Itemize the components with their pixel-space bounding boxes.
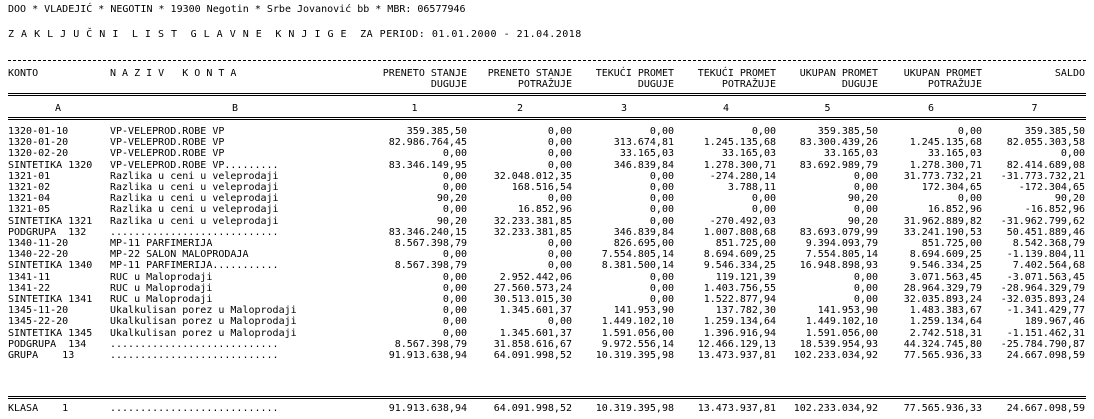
cell-tekuci-potrazuje: 119.121,39 [715, 272, 776, 283]
cell-konto: 1340-11-20 [8, 238, 69, 249]
cell-saldo: -172.304,65 [1018, 182, 1085, 193]
cell-ukupan-potrazuje: 77.565.936,33 [903, 403, 982, 414]
col-header-4a: TEKUĆI PROMET [697, 68, 776, 79]
col-header-konto: KONTO [8, 68, 39, 79]
cell-ukupan-potrazuje: 1.245.135,68 [909, 137, 982, 148]
table-row [0, 227, 1094, 238]
cell-saldo: 90,20 [1054, 193, 1085, 204]
cell-saldo: -16.852,96 [1024, 204, 1085, 215]
cell-tekuci-duguje: 9.972.556,14 [601, 339, 674, 350]
cell-tekuci-duguje: 346.839,84 [613, 227, 674, 238]
cell-tekuci-duguje: 8.381.500,14 [601, 260, 674, 271]
table-row [0, 182, 1094, 193]
cell-preneto-duguje: 359.385,50 [406, 126, 467, 137]
cell-tekuci-potrazuje: 1.522.877,94 [703, 294, 776, 305]
cell-preneto-duguje: 83.346.240,15 [388, 227, 467, 238]
cell-preneto-potrazuje: 64.091.998,52 [493, 350, 572, 361]
cell-preneto-duguje: 91.913.638,94 [388, 350, 467, 361]
cell-tekuci-potrazuje: -270.492,03 [709, 216, 776, 227]
cell-tekuci-potrazuje: 1.259.134,64 [703, 316, 776, 327]
table-row [0, 193, 1094, 204]
cell-ukupan-duguje: 0,00 [853, 283, 878, 294]
cell-saldo: 24.667.098,59 [1006, 403, 1085, 414]
table-row [0, 249, 1094, 260]
cell-saldo: 82.414.689,08 [1006, 160, 1085, 171]
cell-preneto-potrazuje: 0,00 [547, 137, 572, 148]
cell-preneto-duguje: 0,00 [442, 305, 467, 316]
table-row [0, 272, 1094, 283]
table-row [0, 260, 1094, 271]
cell-preneto-duguje: 8.567.398,79 [394, 238, 467, 249]
col-index-a: A [54, 103, 62, 114]
cell-preneto-potrazuje: 0,00 [547, 260, 572, 271]
cell-preneto-duguje: 0,00 [442, 328, 467, 339]
cell-konto: 1345-22-20 [8, 316, 69, 327]
report-period: ZA PERIOD: 01.01.2000 - 21.04.2018 [360, 29, 582, 40]
cell-tekuci-duguje: 0,00 [649, 193, 674, 204]
cell-saldo: 359.385,50 [1024, 126, 1085, 137]
cell-preneto-potrazuje: 0,00 [547, 193, 572, 204]
cell-ukupan-duguje: 83.693.079,99 [799, 227, 878, 238]
table-row [0, 283, 1094, 294]
cell-tekuci-duguje: 346.839,84 [613, 160, 674, 171]
rule-top [8, 60, 1086, 61]
cell-saldo: -28.964.329,79 [1000, 283, 1085, 294]
cell-preneto-duguje: 0,00 [442, 182, 467, 193]
cell-ukupan-duguje: 83.692.989,79 [799, 160, 878, 171]
col-index-5: 5 [824, 103, 831, 114]
cell-ukupan-potrazuje: 32.035.893,24 [903, 294, 982, 305]
cell-ukupan-potrazuje: 2.742.518,31 [909, 328, 982, 339]
cell-preneto-duguje: 0,00 [442, 171, 467, 182]
cell-ukupan-potrazuje: 8.694.609,25 [909, 249, 982, 260]
col-index-4: 4 [722, 103, 730, 114]
cell-tekuci-duguje: 0,00 [649, 272, 674, 283]
rule-double-footer [8, 396, 1086, 399]
cell-saldo: 189.967,46 [1024, 316, 1085, 327]
cell-saldo: -25.784.790,87 [1000, 339, 1085, 350]
cell-naziv: ............................ [110, 339, 279, 350]
cell-naziv: VP-VELEPROD.ROBE VP......... [110, 160, 279, 171]
cell-ukupan-duguje: 0,00 [853, 294, 878, 305]
cell-tekuci-duguje: 0,00 [649, 294, 674, 305]
cell-tekuci-duguje: 33.165,03 [619, 148, 674, 159]
cell-saldo: 7.402.564,68 [1012, 260, 1085, 271]
cell-tekuci-duguje: 1.591.056,00 [601, 328, 674, 339]
cell-konto: GRUPA 13 [8, 350, 75, 361]
cell-saldo: -1.139.804,11 [1006, 249, 1085, 260]
cell-preneto-duguje: 0,00 [442, 283, 467, 294]
cell-naziv: VP-VELEPROD.ROBE VP [110, 137, 225, 148]
cell-konto: 1321-04 [8, 193, 51, 204]
col-index-b: B [231, 103, 239, 114]
cell-ukupan-duguje: 102.233.034,92 [793, 403, 878, 414]
cell-preneto-potrazuje: 32.048.012,35 [493, 171, 572, 182]
cell-ukupan-potrazuje: 1.278.300,71 [909, 160, 982, 171]
cell-tekuci-potrazuje: 12.466.129,13 [697, 339, 776, 350]
table-row [0, 171, 1094, 182]
col-header-1a: PRENETO STANJE [382, 68, 467, 79]
cell-tekuci-duguje: 0,00 [649, 204, 674, 215]
cell-ukupan-duguje: 0,00 [853, 272, 878, 283]
cell-konto: 1341-11 [8, 272, 51, 283]
col-header-7: SALDO [1054, 68, 1085, 79]
cell-preneto-duguje: 0,00 [442, 316, 467, 327]
cell-ukupan-duguje: 83.300.439,26 [799, 137, 878, 148]
cell-ukupan-duguje: 0,00 [853, 182, 878, 193]
cell-preneto-duguje: 82.986.764,45 [388, 137, 467, 148]
table-row [0, 328, 1094, 339]
cell-saldo: 8.542.368,79 [1012, 238, 1085, 249]
cell-naziv: MP-11 PARFIMERIJA [110, 238, 213, 249]
col-index-6: 6 [927, 103, 935, 114]
col-header-3b: DUGUJE [637, 79, 674, 90]
cell-naziv: VP-VELEPROD.ROBE VP [110, 126, 225, 137]
table-row [0, 350, 1094, 361]
cell-tekuci-duguje: 0,00 [649, 216, 674, 227]
cell-ukupan-potrazuje: 31.773.732,21 [903, 171, 982, 182]
cell-preneto-potrazuje: 30.513.015,30 [493, 294, 572, 305]
cell-konto: 1320-01-10 [8, 126, 69, 137]
cell-preneto-potrazuje: 2.952.442,06 [499, 272, 572, 283]
cell-preneto-potrazuje: 0,00 [547, 249, 572, 260]
cell-tekuci-potrazuje: 13.473.937,81 [697, 350, 776, 361]
col-header-4b: POTRAŽUJE [721, 79, 776, 90]
cell-preneto-potrazuje: 168.516,54 [511, 182, 572, 193]
cell-naziv: RUC u Maloprodaji [110, 272, 213, 283]
cell-konto: 1321-05 [8, 204, 51, 215]
col-header-6a: UKUPAN PROMET [903, 68, 982, 79]
cell-tekuci-potrazuje: 13.473.937,81 [697, 403, 776, 414]
cell-saldo: 50.451.889,46 [1006, 227, 1085, 238]
cell-ukupan-potrazuje: 16.852,96 [927, 204, 982, 215]
cell-preneto-potrazuje: 0,00 [547, 160, 572, 171]
cell-tekuci-potrazuje: -274.280,14 [709, 171, 776, 182]
cell-saldo: -31.773.732,21 [1000, 171, 1085, 182]
cell-konto: 1321-01 [8, 171, 51, 182]
cell-preneto-potrazuje: 64.091.998,52 [493, 403, 572, 414]
cell-ukupan-potrazuje: 3.071.563,45 [909, 272, 982, 283]
cell-ukupan-duguje: 1.449.102,10 [805, 316, 878, 327]
cell-ukupan-duguje: 141.953,90 [817, 305, 878, 316]
table-row [0, 137, 1094, 148]
cell-preneto-duguje: 91.913.638,94 [388, 403, 467, 414]
cell-naziv: Ukalkulisan porez u Maloprodaji [110, 316, 297, 327]
cell-saldo: -1.151.462,31 [1006, 328, 1085, 339]
cell-tekuci-duguje: 141.953,90 [613, 305, 674, 316]
cell-tekuci-duguje: 0,00 [649, 182, 674, 193]
cell-saldo: -1.341.429,77 [1006, 305, 1085, 316]
cell-ukupan-potrazuje: 0,00 [957, 193, 982, 204]
cell-preneto-duguje: 8.567.398,79 [394, 339, 467, 350]
cell-naziv: RUC u Maloprodaji [110, 283, 213, 294]
company-line: DOO * VLADEJIĆ * NEGOTIN * 19300 Negotin * Srbe Jovanović bb * MBR: 06577946 [8, 4, 466, 15]
cell-ukupan-potrazuje: 33.241.190,53 [903, 227, 982, 238]
cell-ukupan-duguje: 16.948.898,93 [799, 260, 878, 271]
cell-tekuci-potrazuje: 851.725,00 [715, 238, 776, 249]
cell-preneto-duguje: 83.346.149,95 [388, 160, 467, 171]
cell-ukupan-potrazuje: 33.165,03 [927, 148, 982, 159]
cell-konto: SINTETIKA 1340 [8, 260, 93, 271]
table-row [0, 294, 1094, 305]
cell-konto: 1341-22 [8, 283, 51, 294]
cell-ukupan-potrazuje: 172.304,65 [921, 182, 982, 193]
cell-preneto-duguje: 0,00 [442, 272, 467, 283]
cell-preneto-potrazuje: 16.852,96 [517, 204, 572, 215]
cell-tekuci-potrazuje: 0,00 [751, 204, 776, 215]
report-title-line [8, 29, 582, 40]
col-header-2b: POTRAŽUJE [517, 79, 572, 90]
cell-ukupan-potrazuje: 1.483.383,67 [909, 305, 982, 316]
cell-saldo: -3.071.563,45 [1006, 272, 1085, 283]
cell-saldo: 24.667.098,59 [1006, 350, 1085, 361]
cell-preneto-potrazuje: 0,00 [547, 316, 572, 327]
cell-tekuci-potrazuje: 1.245.135,68 [703, 137, 776, 148]
cell-preneto-duguje: 0,00 [442, 294, 467, 305]
cell-konto: KLASA 1 [8, 403, 69, 414]
cell-konto: SINTETIKA 1320 [8, 160, 93, 171]
col-header-naziv: N A Z I V K O N T A [110, 68, 237, 79]
cell-tekuci-duguje: 10.319.395,98 [595, 403, 674, 414]
table-row [0, 160, 1094, 171]
col-header-3a: TEKUĆI PROMET [595, 68, 674, 79]
cell-ukupan-duguje: 0,00 [853, 171, 878, 182]
cell-preneto-duguje: 0,00 [442, 148, 467, 159]
cell-preneto-duguje: 90,20 [436, 193, 467, 204]
cell-ukupan-duguje: 359.385,50 [817, 126, 878, 137]
table-row [0, 216, 1094, 227]
cell-ukupan-duguje: 7.554.805,14 [805, 249, 878, 260]
table-row [0, 238, 1094, 249]
cell-preneto-potrazuje: 31.858.616,67 [493, 339, 572, 350]
cell-preneto-potrazuje: 32.233.381,85 [493, 227, 572, 238]
cell-preneto-potrazuje: 0,00 [547, 148, 572, 159]
cell-tekuci-duguje: 826.695,00 [613, 238, 674, 249]
cell-tekuci-potrazuje: 9.546.334,25 [703, 260, 776, 271]
cell-konto: PODGRUPA 132 [8, 227, 87, 238]
cell-ukupan-potrazuje: 28.964.329,79 [903, 283, 982, 294]
table-row [0, 204, 1094, 215]
cell-ukupan-potrazuje: 1.259.134,64 [909, 316, 982, 327]
cell-konto: 1321-02 [8, 182, 51, 193]
table-row [0, 316, 1094, 327]
cell-konto: SINTETIKA 1345 [8, 328, 93, 339]
cell-preneto-potrazuje: 1.345.601,37 [499, 305, 572, 316]
cell-naziv: Razlika u ceni u veleprodaji [110, 204, 279, 215]
cell-tekuci-potrazuje: 33.165,03 [721, 148, 776, 159]
cell-naziv: ............................ [110, 227, 279, 238]
cell-preneto-duguje: 8.567.398,79 [394, 260, 467, 271]
col-index-3: 3 [620, 103, 628, 114]
cell-naziv: Ukalkulisan porez u Maloprodaji [110, 305, 297, 316]
cell-naziv: MP-22 SALON MALOPRODAJA [110, 249, 249, 260]
cell-tekuci-potrazuje: 1.396.916,94 [703, 328, 776, 339]
cell-tekuci-duguje: 7.554.805,14 [601, 249, 674, 260]
table-row [0, 126, 1094, 137]
cell-tekuci-duguje: 10.319.395,98 [595, 350, 674, 361]
cell-tekuci-duguje: 0,00 [649, 171, 674, 182]
cell-konto: 1320-02-20 [8, 148, 69, 159]
col-header-5b: DUGUJE [841, 79, 878, 90]
cell-tekuci-potrazuje: 0,00 [751, 126, 776, 137]
cell-tekuci-duguje: 0,00 [649, 126, 674, 137]
cell-tekuci-potrazuje: 0,00 [751, 193, 776, 204]
cell-ukupan-duguje: 1.591.056,00 [805, 328, 878, 339]
cell-saldo: -31.962.799,62 [1000, 216, 1085, 227]
cell-saldo: 0,00 [1060, 148, 1085, 159]
cell-preneto-potrazuje: 0,00 [547, 238, 572, 249]
cell-ukupan-potrazuje: 9.546.334,25 [909, 260, 982, 271]
cell-naziv: MP-11 PARFIMERIJA........... [110, 260, 279, 271]
cell-ukupan-potrazuje: 851.725,00 [921, 238, 982, 249]
cell-preneto-duguje: 0,00 [442, 249, 467, 260]
col-index-7: 7 [1031, 103, 1038, 114]
cell-tekuci-potrazuje: 1.007.808,68 [703, 227, 776, 238]
cell-preneto-potrazuje: 32.233.381,85 [493, 216, 572, 227]
cell-naziv: Ukalkulisan porez u Maloprodaji [110, 328, 297, 339]
cell-ukupan-potrazuje: 31.962.889,82 [903, 216, 982, 227]
cell-naziv: Razlika u ceni u veleprodaji [110, 182, 279, 193]
cell-tekuci-potrazuje: 137.782,30 [715, 305, 776, 316]
cell-preneto-duguje: 0,00 [442, 204, 467, 215]
cell-naziv: Razlika u ceni u veleprodaji [110, 216, 279, 227]
col-index-1: 1 [411, 103, 418, 114]
cell-saldo: -32.035.893,24 [1000, 294, 1085, 305]
col-index-2: 2 [516, 103, 524, 114]
rule-double-header [8, 93, 1086, 96]
cell-tekuci-potrazuje: 1.403.756,55 [703, 283, 776, 294]
cell-naziv: ............................ [110, 403, 279, 414]
cell-tekuci-potrazuje: 8.694.609,25 [703, 249, 776, 260]
cell-konto: SINTETIKA 1321 [8, 216, 93, 227]
cell-preneto-duguje: 90,20 [436, 216, 467, 227]
cell-naziv: VP-VELEPROD.ROBE VP [110, 148, 225, 159]
cell-konto: 1345-11-20 [8, 305, 69, 316]
col-header-6b: POTRAŽUJE [927, 79, 982, 90]
col-header-1b: DUGUJE [430, 79, 467, 90]
cell-saldo: 82.055.303,58 [1006, 137, 1085, 148]
rule-double-index [8, 117, 1086, 120]
cell-naziv: Razlika u ceni u veleprodaji [110, 193, 279, 204]
cell-preneto-potrazuje: 27.560.573,24 [493, 283, 572, 294]
cell-preneto-potrazuje: 1.345.601,37 [499, 328, 572, 339]
col-header-2a: PRENETO STANJE [487, 68, 572, 79]
cell-ukupan-duguje: 90,20 [847, 216, 878, 227]
cell-ukupan-duguje: 18.539.954,93 [799, 339, 878, 350]
cell-preneto-potrazuje: 0,00 [547, 126, 572, 137]
report-title: Z A K L J U Č N I L I S T G L A V N E K N J I G E [8, 29, 348, 40]
cell-ukupan-potrazuje: 44.324.745,80 [903, 339, 982, 350]
cell-konto: 1340-22-20 [8, 249, 69, 260]
cell-konto: PODGRUPA 134 [8, 339, 87, 350]
table-row [0, 403, 1094, 414]
cell-tekuci-duguje: 313.674,81 [613, 137, 674, 148]
cell-konto: 1320-01-20 [8, 137, 69, 148]
cell-ukupan-potrazuje: 77.565.936,33 [903, 350, 982, 361]
cell-naziv: Razlika u ceni u veleprodaji [110, 171, 279, 182]
cell-naziv: ............................ [110, 350, 279, 361]
cell-ukupan-duguje: 90,20 [847, 193, 878, 204]
cell-ukupan-duguje: 0,00 [853, 204, 878, 215]
cell-konto: SINTETIKA 1341 [8, 294, 93, 305]
cell-ukupan-duguje: 9.394.093,79 [805, 238, 878, 249]
table-row [0, 305, 1094, 316]
cell-naziv: RUC u Maloprodaji [110, 294, 213, 305]
col-header-5a: UKUPAN PROMET [799, 68, 878, 79]
cell-tekuci-duguje: 1.449.102,10 [601, 316, 674, 327]
cell-ukupan-duguje: 102.233.034,92 [793, 350, 878, 361]
table-row [0, 339, 1094, 350]
cell-tekuci-potrazuje: 1.278.300,71 [703, 160, 776, 171]
cell-tekuci-duguje: 0,00 [649, 283, 674, 294]
cell-tekuci-potrazuje: 3.788,11 [727, 182, 776, 193]
table-row [0, 148, 1094, 159]
cell-ukupan-potrazuje: 0,00 [957, 126, 982, 137]
cell-ukupan-duguje: 33.165,03 [823, 148, 878, 159]
